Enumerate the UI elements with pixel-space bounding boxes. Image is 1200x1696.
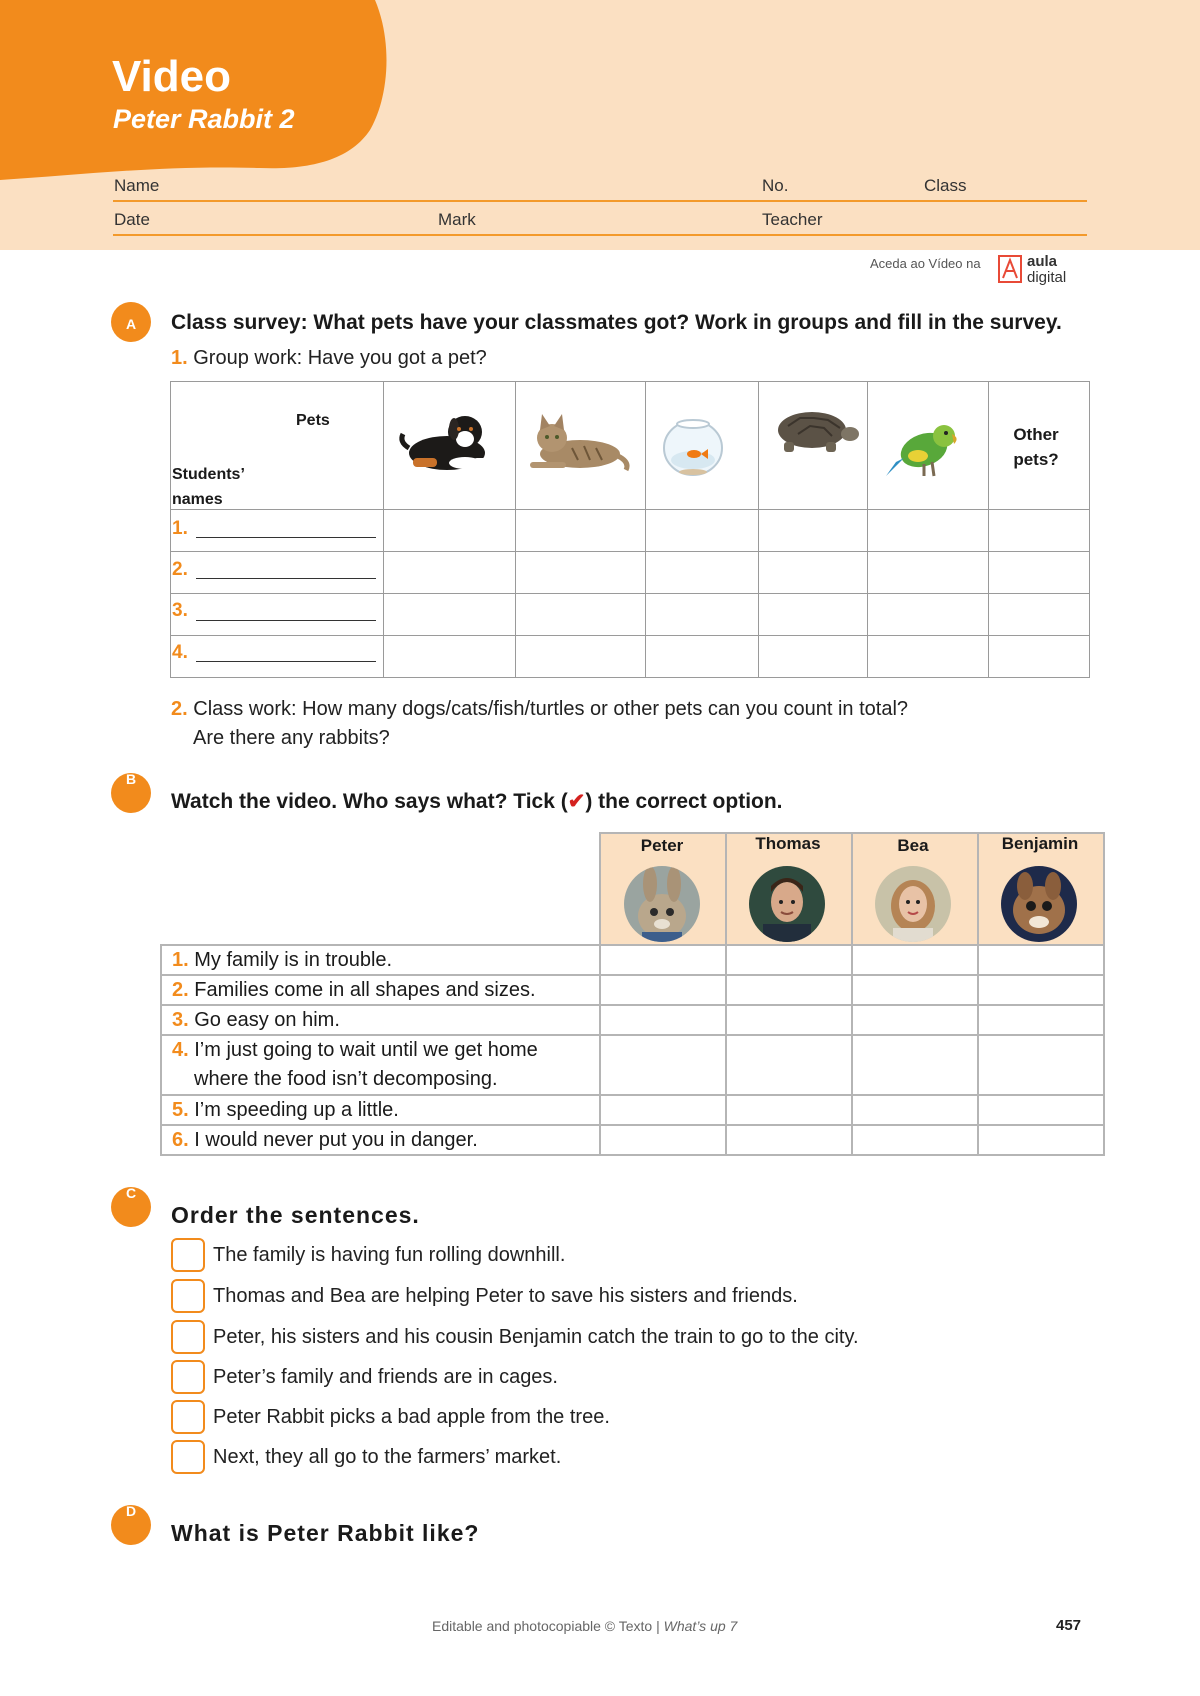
survey-cell[interactable]	[646, 594, 759, 636]
cat-icon	[522, 410, 632, 478]
number-field-label: No.	[762, 176, 789, 195]
order-number-box[interactable]	[171, 1440, 205, 1474]
survey-row	[171, 594, 1090, 636]
tick-cell[interactable]	[852, 1035, 978, 1095]
quote-cell	[161, 945, 600, 975]
benjamin-avatar	[1001, 866, 1077, 942]
bea-avatar	[875, 866, 951, 942]
students-label-line2: names	[172, 491, 223, 508]
section-c-title: Order the sentences.	[171, 1202, 420, 1228]
student-name-cell[interactable]	[171, 510, 384, 552]
section-b-title-start: Watch the video. Who says what? Tick (	[171, 790, 568, 813]
survey-cell[interactable]	[516, 594, 646, 636]
section-c-badge	[111, 1187, 151, 1227]
turtle-icon	[770, 404, 860, 456]
survey-cell[interactable]	[868, 594, 989, 636]
survey-cell[interactable]	[989, 510, 1090, 552]
quote-text-line2: where the food isn’t decomposing.	[194, 1068, 498, 1090]
tick-icon: ✔	[567, 790, 586, 813]
order-number-box[interactable]	[171, 1320, 205, 1354]
tick-cell[interactable]	[978, 1095, 1104, 1125]
peter-avatar	[624, 866, 700, 942]
name-underline	[196, 537, 376, 538]
section-d-badge	[111, 1505, 151, 1545]
aula-label-line1: aula	[1027, 253, 1058, 270]
quote-number: 5.	[172, 1098, 189, 1121]
tick-cell[interactable]	[726, 1005, 852, 1035]
aula-digital-label	[1027, 254, 1066, 286]
quote-row	[161, 1125, 1104, 1155]
page-number: 457	[1056, 1617, 1082, 1634]
section-b-letter: B	[125, 771, 137, 787]
name-field-label: Name	[114, 176, 160, 195]
survey-row-number: 4.	[172, 642, 188, 663]
thomas-avatar	[749, 866, 825, 942]
name-underline	[196, 661, 376, 662]
tick-cell[interactable]	[600, 975, 726, 1005]
quote-number: 6.	[172, 1128, 189, 1151]
name-underline	[196, 578, 376, 579]
quote-cell	[161, 1005, 600, 1035]
survey-cell[interactable]	[384, 510, 516, 552]
quote-number: 1.	[172, 948, 189, 971]
tick-cell[interactable]	[726, 1125, 852, 1155]
tick-cell[interactable]	[978, 1125, 1104, 1155]
order-sentence: The family is having fun rolling downhill.	[213, 1244, 566, 1266]
character-name-thomas: Thomas	[755, 834, 821, 853]
teacher-field-label: Teacher	[762, 210, 823, 229]
survey-cell[interactable]	[868, 636, 989, 678]
survey-cell[interactable]	[646, 636, 759, 678]
survey-cell[interactable]	[868, 552, 989, 594]
quote-text: Go easy on him.	[194, 1008, 340, 1031]
section-a-title: Class survey: What pets have your classmates got? Work in groups and fill in the survey.	[171, 311, 1062, 334]
order-sentence: Peter, his sisters and his cousin Benjamin catch the train to go to the city.	[213, 1326, 859, 1348]
survey-row-number: 1.	[172, 518, 188, 539]
section-a-badge	[111, 302, 151, 342]
students-names-label	[172, 462, 245, 512]
quote-row	[161, 945, 1104, 975]
tick-cell[interactable]	[726, 975, 852, 1005]
class-field-label: Class	[924, 176, 967, 195]
tick-cell[interactable]	[726, 1095, 852, 1125]
quote-text: I’m speeding up a little.	[194, 1098, 399, 1121]
survey-cell[interactable]	[989, 594, 1090, 636]
who-corner-cell	[161, 833, 600, 945]
survey-cell[interactable]	[759, 510, 868, 552]
aula-digital-logo-icon[interactable]	[998, 255, 1022, 283]
section-a-item-1	[171, 347, 487, 370]
footer-book-title: What’s up 7	[663, 1618, 738, 1634]
tick-cell[interactable]	[978, 975, 1104, 1005]
survey-cell[interactable]	[384, 636, 516, 678]
aula-link-text[interactable]: Aceda ao Vídeo na	[870, 256, 981, 271]
survey-cell[interactable]	[989, 636, 1090, 678]
survey-cell[interactable]	[759, 636, 868, 678]
tick-cell[interactable]	[600, 945, 726, 975]
item-text: Group work: Have you got a pet?	[193, 347, 487, 369]
section-b-title-end: ) the correct option.	[585, 790, 783, 813]
tick-cell[interactable]	[852, 1005, 978, 1035]
quote-row	[161, 1035, 1104, 1095]
tick-cell[interactable]	[726, 1035, 852, 1095]
item-number: 1.	[171, 347, 188, 369]
item-text-line2: Are there any rabbits?	[193, 727, 390, 749]
quote-cell	[161, 975, 600, 1005]
quote-text-line1: I’m just going to wait until we get home	[194, 1039, 538, 1061]
tick-cell[interactable]	[978, 945, 1104, 975]
item-number: 2.	[171, 698, 188, 720]
name-underline	[196, 620, 376, 621]
other-label-line1: Other	[1013, 425, 1059, 444]
order-number-box[interactable]	[171, 1238, 205, 1272]
quote-number: 2.	[172, 978, 189, 1001]
survey-row	[171, 636, 1090, 678]
order-number-box[interactable]	[171, 1360, 205, 1394]
section-c-letter: C	[125, 1185, 137, 1201]
page-title: Video	[112, 52, 232, 101]
character-name-bea: Bea	[897, 836, 929, 855]
name-line[interactable]	[113, 200, 1087, 202]
order-number-box[interactable]	[171, 1279, 205, 1313]
item-text-line1: Class work: How many dogs/cats/fish/turtles or other pets can you count in total?	[193, 698, 909, 720]
survey-cell[interactable]	[759, 594, 868, 636]
quote-text: I would never put you in danger.	[194, 1128, 478, 1151]
quote-text: My family is in trouble.	[194, 948, 393, 971]
student-name-cell[interactable]	[171, 594, 384, 636]
section-b-title	[171, 789, 783, 814]
survey-cell[interactable]	[989, 552, 1090, 594]
section-b-badge	[111, 773, 151, 813]
student-name-cell[interactable]	[171, 636, 384, 678]
section-d-letter: D	[125, 1503, 137, 1519]
tick-cell[interactable]	[978, 1005, 1104, 1035]
survey-cell[interactable]	[384, 594, 516, 636]
quote-number: 3.	[172, 1008, 189, 1031]
character-name-peter: Peter	[640, 836, 684, 855]
other-label-line2: pets?	[1013, 450, 1059, 469]
parrot-icon	[884, 418, 964, 482]
other-pets-label	[996, 422, 1076, 472]
section-a-item-2	[171, 695, 908, 753]
date-line[interactable]	[113, 234, 1087, 236]
student-name-cell[interactable]	[171, 552, 384, 594]
tick-cell[interactable]	[852, 975, 978, 1005]
order-sentence: Thomas and Bea are helping Peter to save his sisters and friends.	[213, 1285, 798, 1307]
dog-icon	[395, 408, 505, 480]
survey-cell[interactable]	[516, 552, 646, 594]
quote-text: Families come in all shapes and sizes.	[194, 978, 536, 1001]
footer-text: Editable and photocopiable © Texto |	[432, 1618, 664, 1634]
tick-cell[interactable]	[852, 945, 978, 975]
order-sentence: Peter Rabbit picks a bad apple from the tree.	[213, 1406, 610, 1428]
survey-cell[interactable]	[646, 510, 759, 552]
tick-cell[interactable]	[978, 1035, 1104, 1095]
order-sentence: Next, they all go to the farmers’ market.	[213, 1446, 562, 1468]
date-field-label: Date	[114, 210, 150, 229]
aula-label-line2: digital	[1027, 269, 1067, 286]
tick-cell[interactable]	[600, 1095, 726, 1125]
survey-row	[171, 510, 1090, 552]
footer-credit	[432, 1618, 737, 1634]
tick-cell[interactable]	[852, 1125, 978, 1155]
tick-cell[interactable]	[600, 1035, 726, 1095]
goldfish-bowl-icon	[660, 414, 726, 480]
quote-row	[161, 975, 1104, 1005]
quote-cell	[161, 1035, 600, 1095]
survey-row-number: 2.	[172, 559, 188, 580]
quote-row	[161, 1095, 1104, 1125]
order-sentence: Peter’s family and friends are in cages.	[213, 1366, 558, 1388]
quote-cell	[161, 1095, 600, 1125]
character-name-benjamin: Benjamin	[1001, 834, 1079, 853]
survey-cell[interactable]	[516, 636, 646, 678]
tick-cell[interactable]	[600, 1005, 726, 1035]
survey-cell[interactable]	[516, 510, 646, 552]
section-d-title: What is Peter Rabbit like?	[171, 1520, 480, 1546]
survey-cell[interactable]	[646, 552, 759, 594]
order-number-box[interactable]	[171, 1400, 205, 1434]
quote-row	[161, 1005, 1104, 1035]
quote-number: 4.	[172, 1039, 189, 1061]
survey-cell[interactable]	[759, 552, 868, 594]
tick-cell[interactable]	[852, 1095, 978, 1125]
quote-cell	[161, 1125, 600, 1155]
tick-cell[interactable]	[600, 1125, 726, 1155]
page-subtitle: Peter Rabbit 2	[113, 104, 295, 134]
survey-cell[interactable]	[868, 510, 989, 552]
survey-row	[171, 552, 1090, 594]
survey-row-number: 3.	[172, 600, 188, 621]
mark-field-label: Mark	[438, 210, 476, 229]
section-a-letter: A	[125, 316, 137, 332]
pets-column-label: Pets	[296, 412, 330, 429]
survey-cell[interactable]	[384, 552, 516, 594]
tick-cell[interactable]	[726, 945, 852, 975]
students-label-line1: Students’	[172, 466, 245, 483]
